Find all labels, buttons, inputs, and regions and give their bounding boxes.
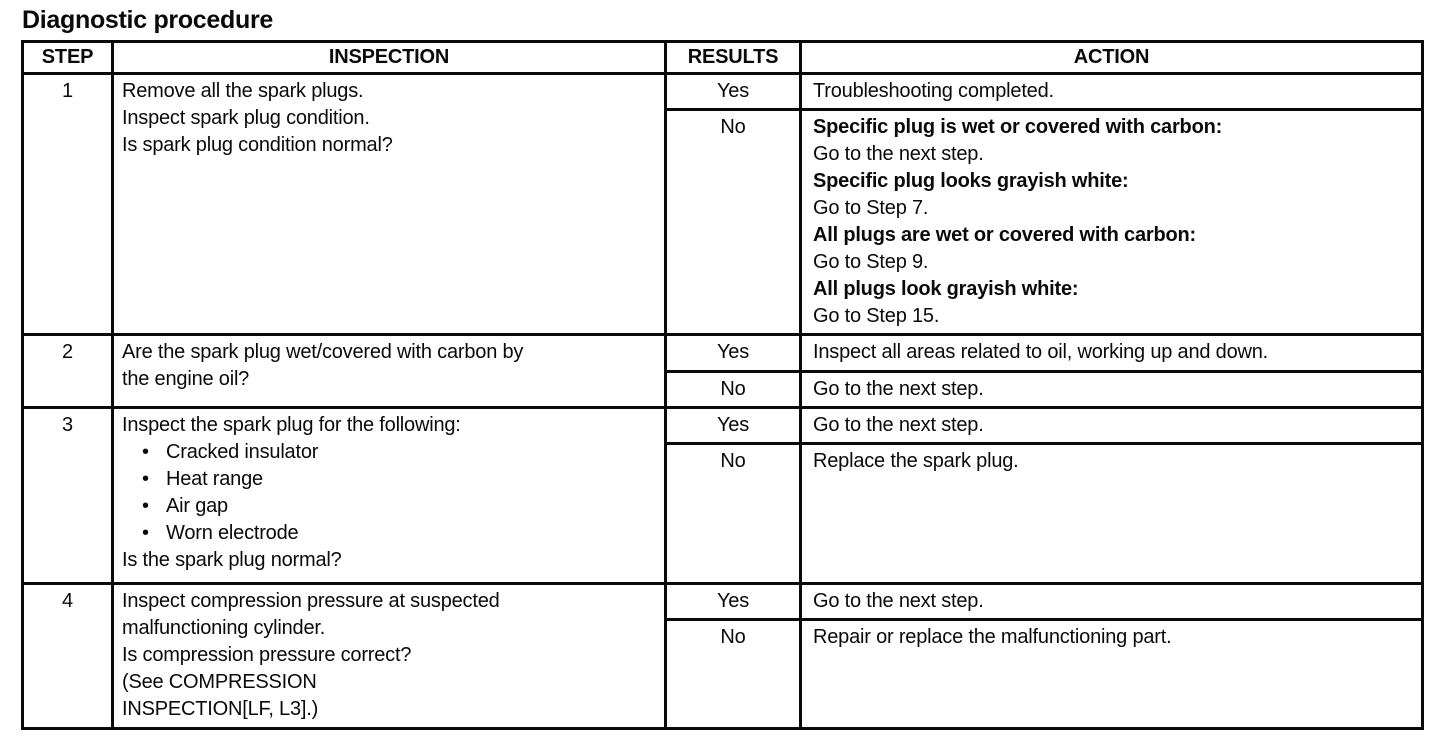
- action-line: Go to Step 9.: [813, 251, 929, 273]
- step-number-cell: 1: [23, 74, 113, 335]
- inspection-cell: [113, 408, 666, 584]
- action-line: Go to the next step.: [813, 590, 984, 612]
- action-cell: [801, 620, 1423, 729]
- inspection-bullet-item: • Cracked insulator: [122, 439, 656, 466]
- action-cell: [801, 335, 1423, 372]
- table-body: [23, 74, 1423, 729]
- action-line: All plugs look grayish white:: [813, 278, 1079, 300]
- action-cell: [801, 372, 1423, 408]
- action-line: Go to Step 15.: [813, 305, 940, 327]
- header-results: RESULTS: [666, 42, 801, 74]
- table-row: [23, 408, 1423, 444]
- action-line: Go to Step 7.: [813, 197, 929, 219]
- inspection-bullet-item: • Heat range: [122, 466, 656, 493]
- action-cell: [801, 110, 1423, 335]
- action-line: Repair or replace the malfunctioning part.: [813, 626, 1172, 648]
- header-step: STEP: [23, 42, 113, 74]
- step-number-cell: 3: [23, 408, 113, 584]
- result-cell: Yes: [666, 335, 801, 372]
- inspection-line: (See COMPRESSION: [122, 671, 317, 693]
- result-cell: No: [666, 110, 801, 335]
- inspection-line: the engine oil?: [122, 368, 250, 390]
- page-title: Diagnostic procedure: [22, 6, 273, 34]
- result-cell: Yes: [666, 408, 801, 444]
- table-row: [23, 335, 1423, 372]
- inspection-line: INSPECTION[LF, L3].): [122, 698, 319, 720]
- action-line: Go to the next step.: [813, 378, 984, 400]
- table-header: [23, 42, 1423, 74]
- step-number-cell: 4: [23, 584, 113, 729]
- header-inspection: INSPECTION: [113, 42, 666, 74]
- inspection-cell: [113, 74, 666, 335]
- inspection-line: Is the spark plug normal?: [122, 549, 342, 571]
- inspection-cell: [113, 584, 666, 729]
- result-cell: Yes: [666, 74, 801, 110]
- inspection-line: malfunctioning cylinder.: [122, 617, 326, 639]
- result-cell: No: [666, 444, 801, 584]
- action-cell: [801, 584, 1423, 620]
- result-cell: No: [666, 372, 801, 408]
- result-cell: No: [666, 620, 801, 729]
- inspection-cell: [113, 335, 666, 408]
- action-line: All plugs are wet or covered with carbon:: [813, 224, 1196, 246]
- action-line: Troubleshooting completed.: [813, 80, 1054, 102]
- inspection-line: Are the spark plug wet/covered with carbon by: [122, 341, 524, 363]
- inspection-line: Is compression pressure correct?: [122, 644, 412, 666]
- inspection-bullet-item: • Air gap: [122, 493, 656, 520]
- action-cell: [801, 74, 1423, 110]
- action-line: Go to the next step.: [813, 143, 984, 165]
- header-action: ACTION: [801, 42, 1423, 74]
- action-cell: [801, 444, 1423, 584]
- action-line: Replace the spark plug.: [813, 450, 1019, 472]
- action-line: Specific plug is wet or covered with carbon:: [813, 116, 1223, 138]
- table-row: [23, 584, 1423, 620]
- inspection-line: Inspect compression pressure at suspected: [122, 590, 500, 612]
- action-cell: [801, 408, 1423, 444]
- inspection-line: Is spark plug condition normal?: [122, 134, 393, 156]
- table-row: [23, 74, 1423, 110]
- step-number-cell: 2: [23, 335, 113, 408]
- action-line: Specific plug looks grayish white:: [813, 170, 1129, 192]
- inspection-line: Inspect spark plug condition.: [122, 107, 370, 129]
- action-line: Inspect all areas related to oil, working up and down.: [813, 341, 1269, 363]
- inspection-line: Inspect the spark plug for the following:: [122, 414, 461, 436]
- inspection-line: Remove all the spark plugs.: [122, 80, 364, 102]
- inspection-bullet-item: • Worn electrode: [122, 520, 656, 547]
- result-cell: Yes: [666, 584, 801, 620]
- action-line: Go to the next step.: [813, 414, 984, 436]
- header-row: [23, 42, 1423, 74]
- diagnostic-procedure-table: [21, 40, 1424, 730]
